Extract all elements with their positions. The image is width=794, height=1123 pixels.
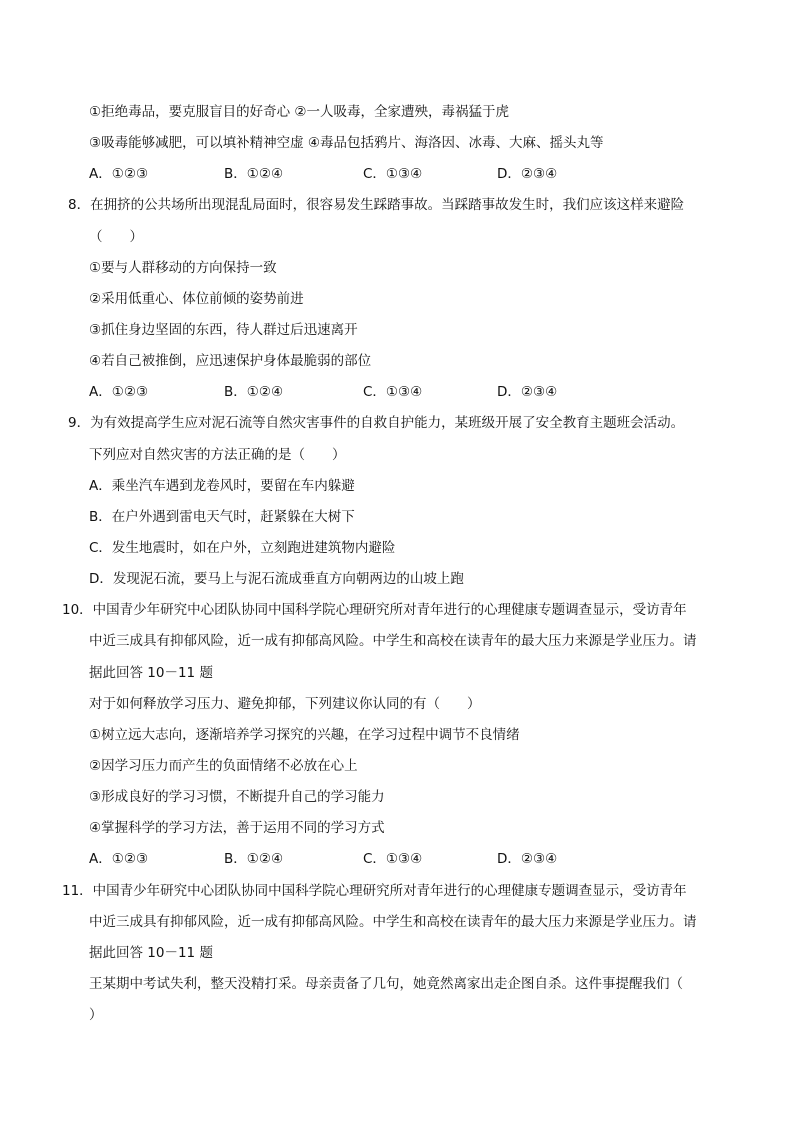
q10-item: ④掌握科学的学习方法，善于运用不同的学习方式 (89, 820, 385, 837)
option-b: B．①②④ (224, 384, 284, 401)
q10-options (0, 844, 794, 875)
q11-question: 王某期中考试失利，整天没精打采。母亲责备了几句，她竟然离家出走企图自杀。这件事提醒我们（ (89, 975, 683, 992)
option-a: A．①②③ (89, 851, 149, 868)
q8-item: ③抓住身边坚固的东西，待人群过后迅速离开 (89, 321, 358, 338)
q9-option-a: A．乘坐汽车遇到龙卷风时，要留在车内躲避 (89, 477, 355, 494)
q10-question: 对于如何释放学习压力、避免抑郁，下列建议你认同的有（ ） (89, 695, 481, 712)
option-d: D．②③④ (497, 851, 558, 868)
option-a: A．①②③ (89, 166, 149, 183)
q9-option-b: B．在户外遇到雷电天气时，赶紧躲在大树下 (89, 508, 355, 525)
option-d: D．②③④ (497, 166, 558, 183)
q9-option-c: C．发生地震时，如在户外，立刻跑进建筑物内避险 (89, 539, 396, 556)
option-b: B．①②④ (224, 166, 284, 183)
q8-blank: （ ） (89, 228, 143, 245)
option-d: D．②③④ (497, 384, 558, 401)
q8-item: ④若自己被推倒，应迅速保护身体最脆弱的部位 (89, 353, 372, 370)
option-c: C．①③④ (363, 851, 423, 868)
q11-stem: 11．中国青少年研究中心团队协同中国科学院心理研究所对青年进行的心理健康专题调查显示，受访青年 (62, 882, 687, 899)
q8-stem: 8．在拥挤的公共场所出现混乱局面时，很容易发生踩踏事故。当踩踏事故发生时，我们应该这样来避险 (68, 197, 685, 214)
q11-stem-3: 据此回答 10－11 题 (89, 944, 213, 961)
q9-question: 下列应对自然灾害的方法正确的是（ ） (89, 446, 346, 463)
q10-item: ①树立远大志向，逐渐培养学习探究的兴趣，在学习过程中调节不良情绪 (89, 726, 520, 743)
option-a: A．①②③ (89, 384, 149, 401)
q9-option-d: D．发现泥石流，要马上与泥石流成垂直方向朝两边的山坡上跑 (89, 571, 464, 588)
q9-stem: 9．为有效提高学生应对泥石流等自然灾害事件的自救自护能力，某班级开展了安全教育主题班会活动。 (68, 415, 685, 432)
q8-item: ②采用低重心、体位前倾的姿势前进 (89, 290, 304, 307)
q10-stem-3: 据此回答 10－11 题 (89, 664, 213, 681)
exam-page (0, 97, 794, 1031)
option-b: B．①②④ (224, 851, 284, 868)
q7-options (0, 159, 794, 190)
option-c: C．①③④ (363, 166, 423, 183)
q8-item: ①要与人群移动的方向保持一致 (89, 259, 277, 276)
q11-stem-2: 中近三成具有抑郁风险，近一成有抑郁高风险。中学生和高校在读青年的最大压力来源是学业压力。请 (89, 913, 697, 930)
q10-stem-2: 中近三成具有抑郁风险，近一成有抑郁高风险。中学生和高校在读青年的最大压力来源是学业压力。请 (89, 633, 697, 650)
q11-question-end: ） (89, 1007, 103, 1024)
q10-item: ③形成良好的学习习惯，不断提升自己的学习能力 (89, 789, 385, 806)
q7-item-1-2: ①拒绝毒品，要克服盲目的好奇心 ②一人吸毒，全家遭殃，毒祸猛于虎 (89, 104, 509, 120)
q8-options (0, 377, 794, 408)
option-c: C．①③④ (363, 384, 423, 401)
q10-item: ②因学习压力而产生的负面情绪不必放在心上 (89, 757, 358, 774)
q7-item-3-4: ③吸毒能够减肥，可以填补精神空虚 ④毒品包括鸦片、海洛因、冰毒、大麻、摇头丸等 (89, 135, 604, 152)
q10-stem: 10．中国青少年研究中心团队协同中国科学院心理研究所对青年进行的心理健康专题调查显示，受访青年 (62, 602, 687, 619)
